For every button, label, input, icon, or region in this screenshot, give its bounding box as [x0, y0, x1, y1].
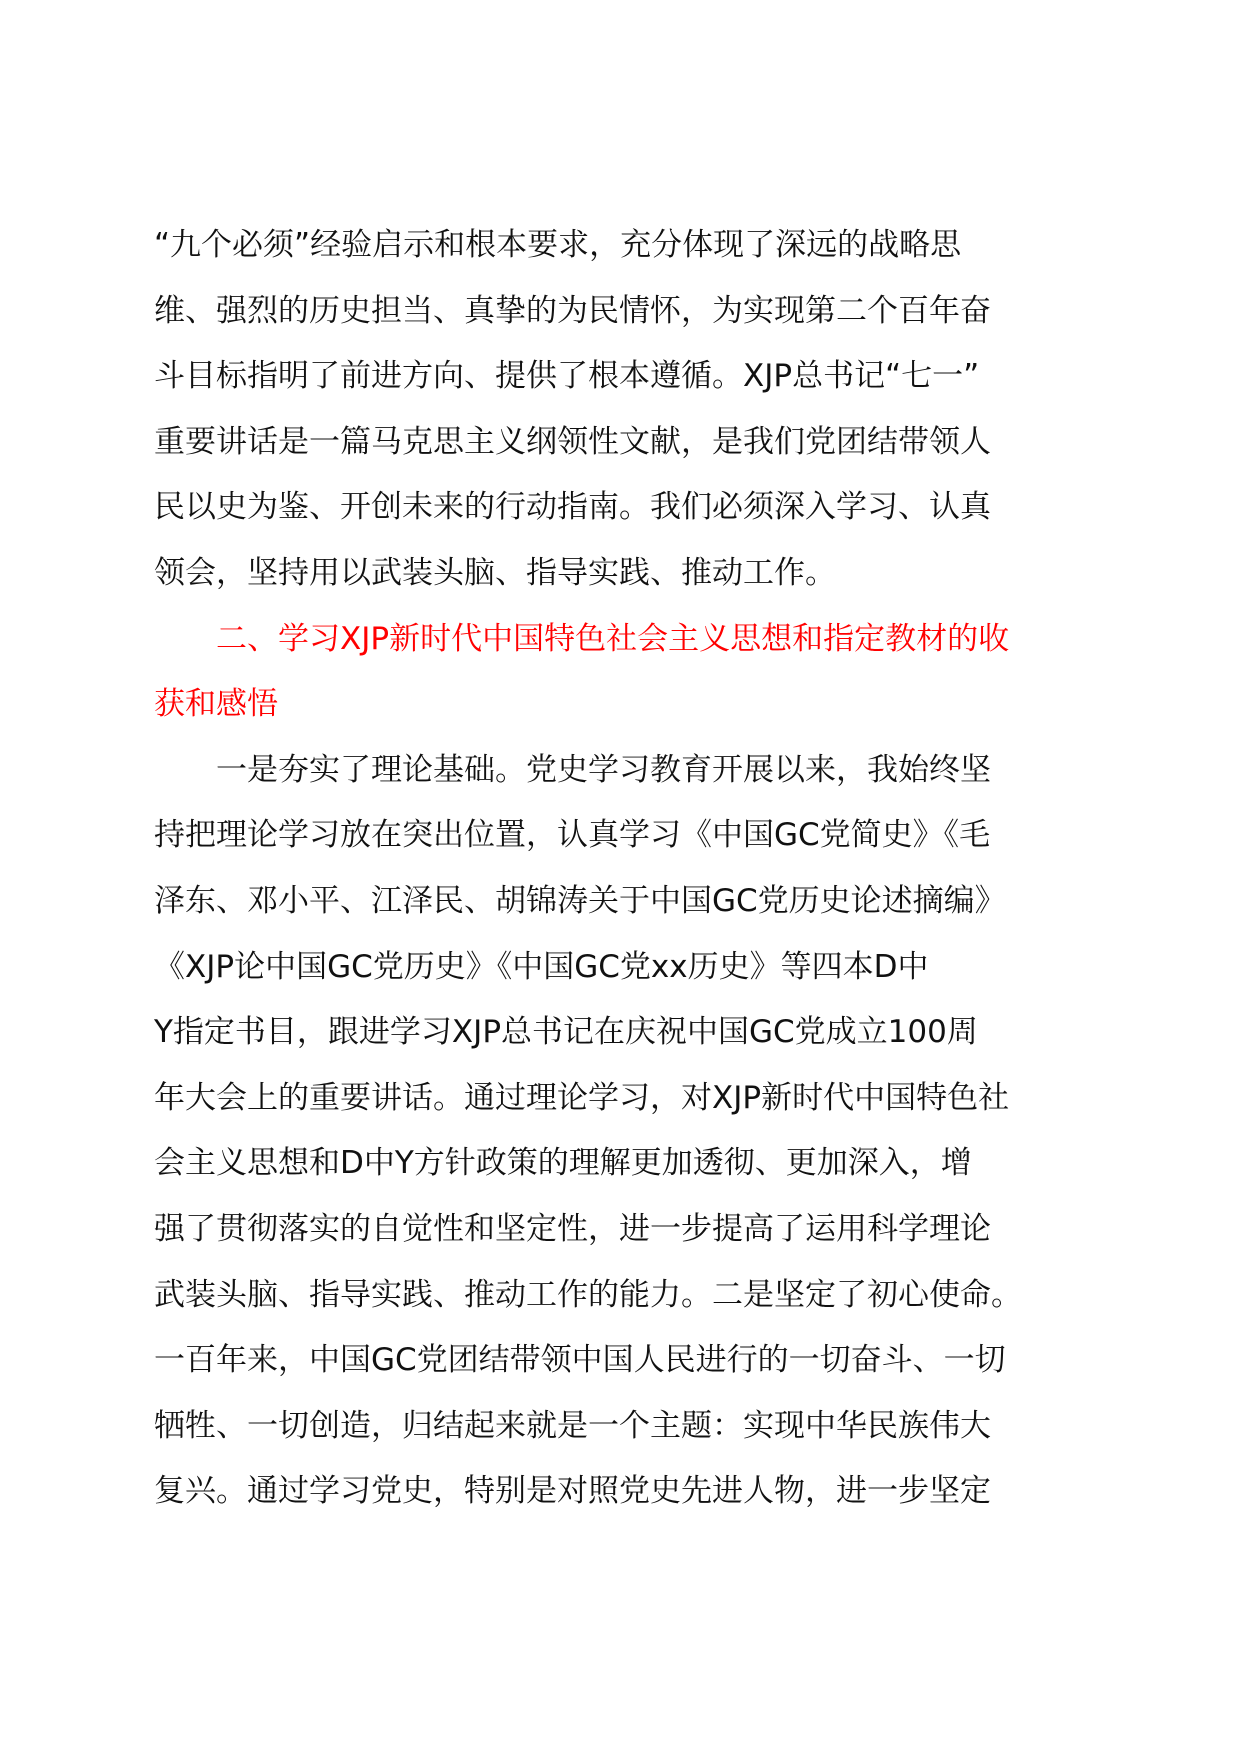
paragraph-line: 重要讲话是一篇马克思主义纲领性文献，是我们党团结带领人: [154, 423, 991, 460]
paragraph-line: 年大会上的重要讲话。通过理论学习，对XJP新时代中国特色社: [154, 1079, 1010, 1116]
paragraph-line: 《XJP论中国GC党历史》《中国GC党xx历史》等四本D中: [154, 948, 929, 985]
paragraph-line: 斗目标指明了前进方向、提供了根本遵循。XJP总书记“七一”: [154, 358, 980, 395]
paragraph-line: 泽东、邓小平、江泽民、胡锦涛关于中国GC党历史论述摘编》: [154, 882, 1006, 919]
paragraph-line: 会主义思想和D中Y方针政策的理解更加透彻、更加深入，增: [154, 1145, 972, 1182]
paragraph-line: 领会，坚持用以武装头脑、指导实践、推动工作。: [154, 554, 836, 591]
document-body: [154, 213, 1086, 1525]
paragraph-line: “九个必须”经验启示和根本要求，充分体现了深远的战略思: [154, 227, 962, 263]
paragraph-line: 武装头脑、指导实践、推动工作的能力。二是坚定了初心使命。: [154, 1276, 1022, 1313]
paragraph-line: 维、强烈的历史担当、真挚的为民情怀，为实现第二个百年奋: [154, 292, 991, 329]
paragraph-line: 一百年来，中国GC党团结带领中国人民进行的一切奋斗、一切: [154, 1342, 1006, 1379]
paragraph-line: Y指定书目，跟进学习XJP总书记在庆祝中国GC党成立100周: [154, 1014, 978, 1051]
paragraph-line: 复兴。通过学习党史，特别是对照党史先进人物，进一步坚定: [154, 1473, 991, 1510]
section-heading-line: 获和感悟: [154, 686, 278, 723]
paragraph-line: 一是夯实了理论基础。党史学习教育开展以来，我始终坚: [154, 751, 991, 788]
paragraph-line: 持把理论学习放在突出位置，认真学习《中国GC党简史》《毛: [154, 817, 991, 854]
paragraph-line: 牺牲、一切创造，归结起来就是一个主题：实现中华民族伟大: [154, 1407, 991, 1444]
section-heading-line: 二、学习XJP新时代中国特色社会主义思想和指定教材的收: [154, 620, 1010, 657]
paragraph-line: 强了贯彻落实的自觉性和坚定性，进一步提高了运用科学理论: [154, 1210, 991, 1247]
paragraph-line: 民以史为鉴、开创未来的行动指南。我们必须深入学习、认真: [154, 489, 991, 526]
